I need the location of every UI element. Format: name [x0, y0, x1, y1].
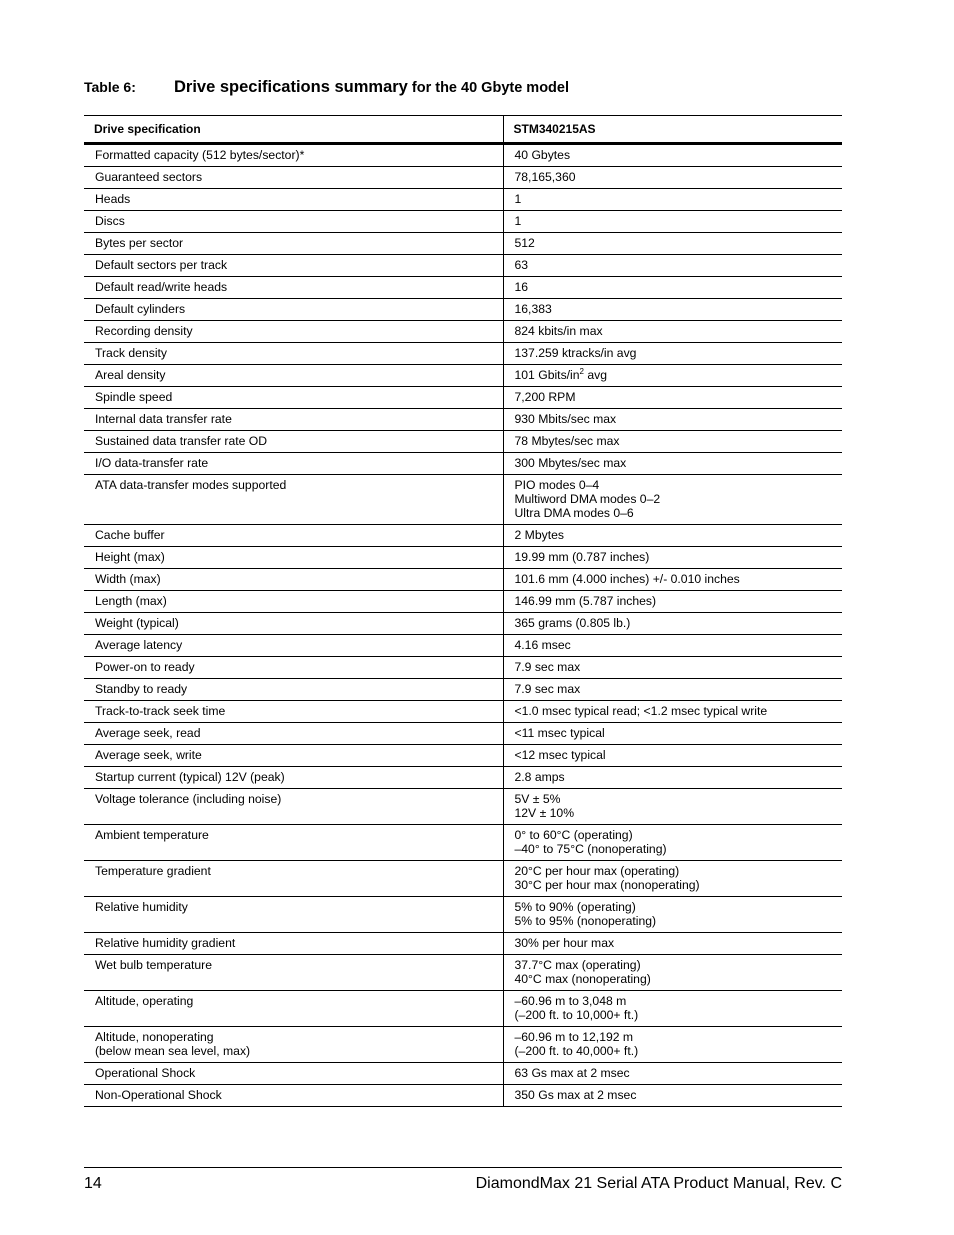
spec-value-cell: [503, 1027, 842, 1063]
spec-value: [515, 550, 833, 564]
spec-value-cell: [503, 723, 842, 745]
spec-value-text: 19.99 mm (0.787 inches): [514, 550, 650, 564]
spec-name-cell: [84, 453, 503, 475]
spec-value-text: 30°C per hour max (nonoperating): [514, 878, 700, 892]
spec-name-cell: [84, 955, 503, 991]
spec-value-text: 930 Mbits/sec max: [514, 412, 617, 426]
spec-value-cell: [503, 701, 842, 723]
spec-value-text: 7,200 RPM: [514, 390, 576, 404]
spec-name: Heads: [95, 192, 131, 206]
spec-name-cell: [84, 723, 503, 745]
table-row: [84, 767, 842, 789]
spec-name: Track-to-track seek time: [95, 704, 226, 718]
spec-value: [515, 936, 833, 950]
spec-value-cell: [503, 679, 842, 701]
spec-name: Wet bulb temperature: [95, 958, 212, 972]
table-row: [84, 701, 842, 723]
table-body: [84, 144, 842, 1107]
spec-value-cell: [503, 933, 842, 955]
drive-spec-table: [84, 115, 842, 1107]
spec-name-cell: [84, 409, 503, 431]
spec-value: [515, 478, 833, 492]
spec-value-text: 20°C per hour max (operating): [514, 864, 680, 878]
spec-value-cell: [503, 387, 842, 409]
spec-value: [515, 806, 833, 820]
spec-value-text: 63 Gs max at 2 msec: [514, 1066, 630, 1080]
spec-name: Default read/write heads: [95, 280, 228, 294]
spec-name: Length (max): [95, 594, 167, 608]
table-row: [84, 789, 842, 825]
spec-value: [515, 792, 833, 806]
spec-value-text: 30% per hour max: [514, 936, 615, 950]
spec-value: [515, 368, 833, 382]
spec-name: Average seek, write: [95, 748, 202, 762]
spec-value-text: 101.6 mm (4.000 inches) +/- 0.010 inches: [514, 572, 740, 586]
spec-value: [515, 900, 833, 914]
spec-name: Areal density: [95, 368, 166, 382]
spec-value-suffix: avg: [584, 368, 608, 382]
spec-value-cell: [503, 825, 842, 861]
spec-name: Temperature gradient: [95, 864, 211, 878]
spec-value-text: 40 Gbytes: [514, 148, 571, 162]
table-row: [84, 933, 842, 955]
spec-value-cell: [503, 613, 842, 635]
spec-value: [515, 280, 833, 294]
spec-value-cell: [503, 299, 842, 321]
spec-value-cell: [503, 1085, 842, 1107]
spec-name: Standby to ready: [95, 682, 188, 696]
spec-value-text: 7.9 sec max: [514, 660, 581, 674]
spec-value-cell: [503, 991, 842, 1027]
spec-value-text: <1.0 msec typical read; <1.2 msec typical write: [514, 704, 768, 718]
spec-value-cell: [503, 321, 842, 343]
spec-value: [515, 726, 833, 740]
spec-name-cell: [84, 547, 503, 569]
spec-value-cell: [503, 189, 842, 211]
spec-value-cell: [503, 277, 842, 299]
spec-name: Average seek, read: [95, 726, 201, 740]
table-row: [84, 167, 842, 189]
table-row: [84, 343, 842, 365]
spec-value-text: <11 msec typical: [514, 726, 605, 740]
spec-value: [515, 148, 833, 162]
spec-value-text: 37.7°C max (operating): [514, 958, 641, 972]
spec-name-cell: [84, 897, 503, 933]
spec-value: [515, 616, 833, 630]
spec-value: [515, 434, 833, 448]
table-row: [84, 591, 842, 613]
spec-value-cell: [503, 789, 842, 825]
spec-value-text: Multiword DMA modes 0–2: [514, 492, 661, 506]
spec-value-text: 16: [514, 280, 529, 294]
spec-name-cell: [84, 189, 503, 211]
spec-value-text: 5% to 95% (nonoperating): [514, 914, 657, 928]
spec-value: [515, 1008, 833, 1022]
spec-name-cell: [84, 1027, 503, 1063]
table-row: [84, 1063, 842, 1085]
spec-value: [515, 878, 833, 892]
spec-value-text: 0° to 60°C (operating): [514, 828, 633, 842]
spec-value: [515, 994, 833, 1008]
spec-name-cell: [84, 1085, 503, 1107]
table-row: [84, 679, 842, 701]
spec-value-text: 63: [514, 258, 529, 272]
spec-name-cell: [84, 861, 503, 897]
spec-value-text: 78 Mbytes/sec max: [514, 434, 620, 448]
spec-value-cell: [503, 409, 842, 431]
spec-value-cell: [503, 897, 842, 933]
table-row: [84, 277, 842, 299]
spec-name-cell: [84, 701, 503, 723]
table-row: [84, 569, 842, 591]
spec-name: Voltage tolerance (including noise): [95, 792, 282, 806]
spec-name-cell: [84, 657, 503, 679]
spec-name-cell: [84, 255, 503, 277]
table-row: [84, 861, 842, 897]
table-row: [84, 365, 842, 387]
spec-value: [515, 842, 833, 856]
spec-value-text: 5% to 90% (operating): [514, 900, 636, 914]
spec-value: [515, 914, 833, 928]
table-row: [84, 409, 842, 431]
spec-value-superscript: 2: [579, 366, 584, 376]
table-row: [84, 144, 842, 167]
table-header: [84, 116, 842, 144]
spec-name: Weight (typical): [95, 616, 179, 630]
table-caption: [84, 78, 844, 97]
spec-value-cell: [503, 1063, 842, 1085]
footer-divider: [84, 1167, 842, 1168]
spec-value-text: 350 Gs max at 2 msec: [514, 1088, 637, 1102]
spec-name: Formatted capacity (512 bytes/sector)*: [95, 148, 305, 162]
spec-value-text: 5V ± 5%: [514, 792, 561, 806]
footer-title: DiamondMax 21 Serial ATA Product Manual, Rev. C: [475, 1175, 842, 1192]
table-row: [84, 723, 842, 745]
spec-value: [515, 660, 833, 674]
table-row: [84, 1027, 842, 1063]
page-number: 14: [84, 1175, 102, 1192]
spec-name: Relative humidity gradient: [95, 936, 236, 950]
table-row: [84, 321, 842, 343]
spec-name: Guaranteed sectors: [95, 170, 203, 184]
table-row: [84, 897, 842, 933]
spec-value-text: (–200 ft. to 10,000+ ft.): [514, 1008, 639, 1022]
spec-value-cell: [503, 635, 842, 657]
spec-name: ATA data-transfer modes supported: [95, 478, 287, 492]
spec-name: Relative humidity: [95, 900, 188, 914]
spec-name: Discs: [95, 214, 125, 228]
spec-value: [515, 236, 833, 250]
spec-value-cell: [503, 453, 842, 475]
spec-name-cell: [84, 825, 503, 861]
spec-name-cell: [84, 343, 503, 365]
table-row: [84, 431, 842, 453]
table-number: Table 6:: [84, 79, 136, 95]
spec-name: (below mean sea level, max): [95, 1044, 251, 1058]
spec-value-text: 300 Mbytes/sec max: [514, 456, 627, 470]
table-row: [84, 955, 842, 991]
spec-value-cell: [503, 365, 842, 387]
spec-name: Height (max): [95, 550, 165, 564]
spec-name-cell: [84, 431, 503, 453]
spec-value-text: 146.99 mm (5.787 inches): [514, 594, 657, 608]
spec-value-text: 16,383: [514, 302, 552, 316]
spec-name-cell: [84, 387, 503, 409]
spec-name-cell: [84, 991, 503, 1027]
spec-value-text: 2 Mbytes: [514, 528, 564, 542]
spec-name: Sustained data transfer rate OD: [95, 434, 268, 448]
table-row: [84, 475, 842, 525]
spec-value: [515, 492, 833, 506]
spec-value-text: 1: [514, 214, 522, 228]
spec-name-cell: [84, 365, 503, 387]
table-row: [84, 299, 842, 321]
table-title: Drive specifications summary: [174, 78, 408, 96]
spec-name: Cache buffer: [95, 528, 165, 542]
spec-name-cell: [84, 635, 503, 657]
table-row: [84, 233, 842, 255]
spec-value: [515, 346, 833, 360]
spec-name: I/O data-transfer rate: [95, 456, 209, 470]
spec-value-cell: [503, 547, 842, 569]
spec-value-text: –60.96 m to 12,192 m: [514, 1030, 634, 1044]
spec-value: [515, 528, 833, 542]
spec-value: [515, 302, 833, 316]
spec-value: [515, 972, 833, 986]
spec-value-text: –40° to 75°C (nonoperating): [514, 842, 667, 856]
table-row: [84, 453, 842, 475]
spec-value-text: –60.96 m to 3,048 m: [514, 994, 627, 1008]
spec-name: Default cylinders: [95, 302, 186, 316]
spec-value: [515, 682, 833, 696]
spec-value-text: 12V ± 10%: [514, 806, 575, 820]
spec-value-text: 365 grams (0.805 lb.): [514, 616, 631, 630]
table-subtitle: for the 40 Gbyte model: [411, 80, 570, 96]
spec-value-text: 7.9 sec max: [514, 682, 581, 696]
spec-value: [515, 456, 833, 470]
spec-value-text: PIO modes 0–4: [514, 478, 600, 492]
spec-value-text: 78,165,360: [514, 170, 576, 184]
spec-value: [515, 828, 833, 842]
spec-value-text: 4.16 msec: [514, 638, 571, 652]
spec-value-text: (–200 ft. to 40,000+ ft.): [514, 1044, 639, 1058]
spec-name: Startup current (typical) 12V (peak): [95, 770, 285, 784]
spec-value: [515, 170, 833, 184]
spec-name-cell: [84, 613, 503, 635]
spec-value: [515, 958, 833, 972]
spec-name-cell: [84, 591, 503, 613]
header-row: [84, 116, 842, 144]
table-row: [84, 657, 842, 679]
spec-value-text: <12 msec typical: [514, 748, 606, 762]
header-model: STM340215AS: [503, 116, 842, 144]
table-row: [84, 189, 842, 211]
spec-name-cell: [84, 321, 503, 343]
spec-value: [515, 770, 833, 784]
spec-value: [515, 1044, 833, 1058]
spec-value: [515, 594, 833, 608]
spec-value-text: 101 Gbits/in: [514, 368, 580, 382]
table-row: [84, 547, 842, 569]
table-row: [84, 255, 842, 277]
spec-name: Internal data transfer rate: [95, 412, 232, 426]
spec-value: [515, 412, 833, 426]
spec-name: Operational Shock: [95, 1066, 196, 1080]
table-row: [84, 745, 842, 767]
spec-name: Average latency: [95, 638, 183, 652]
spec-value-cell: [503, 745, 842, 767]
spec-name-cell: [84, 167, 503, 189]
spec-value-cell: [503, 233, 842, 255]
spec-value-text: 40°C max (nonoperating): [514, 972, 651, 986]
spec-value: [515, 1088, 833, 1102]
spec-value: [515, 1030, 833, 1044]
spec-value-cell: [503, 955, 842, 991]
spec-name-cell: [84, 233, 503, 255]
spec-value-cell: [503, 767, 842, 789]
spec-value: [515, 506, 833, 520]
spec-value-text: 512: [514, 236, 535, 250]
spec-name-cell: [84, 277, 503, 299]
table-row: [84, 525, 842, 547]
spec-value: [515, 638, 833, 652]
spec-name-cell: [84, 745, 503, 767]
spec-value-cell: [503, 591, 842, 613]
spec-name-cell: [84, 144, 503, 167]
spec-value: [515, 1066, 833, 1080]
spec-value: [515, 258, 833, 272]
spec-name: Altitude, nonoperating: [95, 1030, 214, 1044]
spec-value-cell: [503, 657, 842, 679]
spec-value-cell: [503, 255, 842, 277]
spec-value-text: Ultra DMA modes 0–6: [514, 506, 634, 520]
header-drive-specification: Drive specification: [84, 116, 503, 144]
spec-value: [515, 192, 833, 206]
spec-name-cell: [84, 933, 503, 955]
spec-value-cell: [503, 569, 842, 591]
spec-value-cell: [503, 144, 842, 167]
spec-value: [515, 214, 833, 228]
spec-value: [515, 572, 833, 586]
spec-value: [515, 704, 833, 718]
spec-value-cell: [503, 431, 842, 453]
spec-name: Track density: [95, 346, 168, 360]
spec-value: [515, 324, 833, 338]
table-row: [84, 1085, 842, 1107]
spec-value-text: 2.8 amps: [514, 770, 565, 784]
spec-name: Altitude, operating: [95, 994, 194, 1008]
spec-name-cell: [84, 1063, 503, 1085]
table-row: [84, 825, 842, 861]
spec-name-cell: [84, 789, 503, 825]
table-row: [84, 211, 842, 233]
spec-name-cell: [84, 679, 503, 701]
spec-value: [515, 390, 833, 404]
spec-value-text: 824 kbits/in max: [514, 324, 603, 338]
spec-name-cell: [84, 211, 503, 233]
spec-value-text: 137.259 ktracks/in avg: [514, 346, 637, 360]
spec-name: Recording density: [95, 324, 193, 338]
spec-name-cell: [84, 475, 503, 525]
spec-name: Spindle speed: [95, 390, 173, 404]
spec-value: [515, 864, 833, 878]
spec-value-cell: [503, 861, 842, 897]
spec-value-cell: [503, 211, 842, 233]
spec-name: Power-on to ready: [95, 660, 195, 674]
spec-name: Non-Operational Shock: [95, 1088, 222, 1102]
spec-value-cell: [503, 525, 842, 547]
spec-name: Default sectors per track: [95, 258, 228, 272]
spec-value-cell: [503, 167, 842, 189]
spec-name-cell: [84, 767, 503, 789]
table-row: [84, 635, 842, 657]
table-row: [84, 387, 842, 409]
spec-name-cell: [84, 525, 503, 547]
spec-value-cell: [503, 475, 842, 525]
table-row: [84, 613, 842, 635]
spec-name-cell: [84, 299, 503, 321]
spec-name: Ambient temperature: [95, 828, 209, 842]
spec-name: Bytes per sector: [95, 236, 184, 250]
spec-value-cell: [503, 343, 842, 365]
spec-name-cell: [84, 569, 503, 591]
spec-name: Width (max): [95, 572, 161, 586]
table-row: [84, 991, 842, 1027]
spec-value-text: 1: [514, 192, 522, 206]
spec-value: [515, 748, 833, 762]
